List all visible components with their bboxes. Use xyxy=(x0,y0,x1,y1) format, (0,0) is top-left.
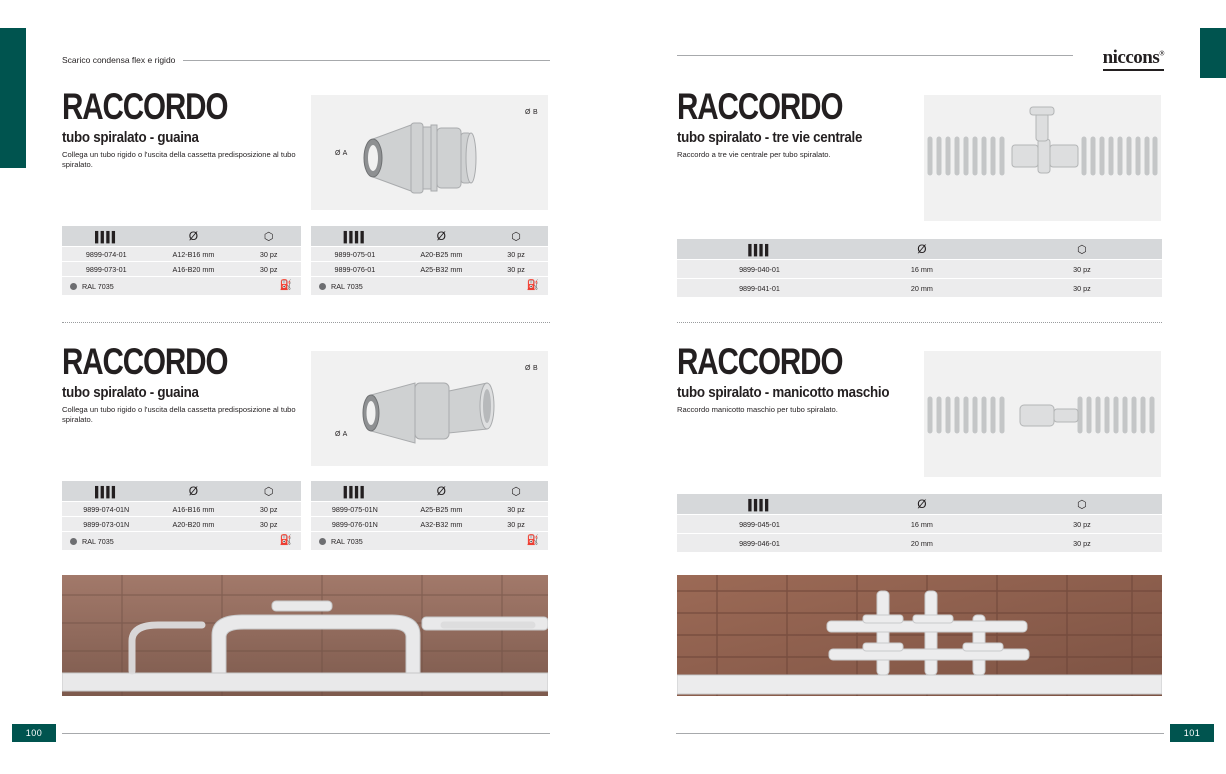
cell-diameter: A20-B25 mm xyxy=(399,247,484,262)
spec-table xyxy=(311,226,548,296)
spec-table xyxy=(62,481,301,551)
column-header-diameter xyxy=(842,239,1002,260)
table-row xyxy=(62,502,301,517)
product-subtitle: tubo spiralato - guaina xyxy=(62,130,199,146)
cell-diameter: A25-B32 mm xyxy=(399,262,484,277)
header-rule xyxy=(183,60,550,61)
box-icon: ⬡ xyxy=(1077,499,1087,511)
product-description: Raccordo a tre vie centrale per tubo spiralato. xyxy=(677,150,831,159)
diameter-icon: Ø xyxy=(188,484,199,498)
spec-table xyxy=(677,239,1162,298)
product-subtitle: tubo spiralato - manicotto maschio xyxy=(677,385,890,401)
product-1-image xyxy=(311,95,548,210)
product-1-table-2 xyxy=(311,226,548,296)
page-title: RACCORDO xyxy=(677,86,843,127)
table-header-row xyxy=(677,239,1162,260)
section-header-right xyxy=(677,55,1073,56)
footer-rule-left xyxy=(62,733,550,734)
cell-code: 9899-074-01N xyxy=(62,502,150,517)
cell-code: 9899-074-01 xyxy=(62,247,150,262)
diameter-icon: Ø xyxy=(436,229,447,243)
cell-pack: 30 pz xyxy=(1002,260,1162,279)
cell-diameter: A25-B25 mm xyxy=(399,502,484,517)
box-icon: ⬡ xyxy=(263,486,274,498)
cell-diameter: A20-B20 mm xyxy=(150,517,236,532)
product-description: Collega un tubo rigido o l'uscita della cassetta predisposizione al tubo spiralato. xyxy=(62,405,296,425)
column-header-diameter xyxy=(150,481,236,502)
barcode-icon: ▌▌▌▌ xyxy=(748,500,771,512)
table-row-ral xyxy=(62,532,301,551)
column-header-diameter xyxy=(842,494,1002,515)
column-header-pack xyxy=(236,226,301,247)
cell-pack: 30 pz xyxy=(484,502,548,517)
column-header-pack xyxy=(1002,494,1162,515)
fitting-illustration xyxy=(311,351,548,466)
cell-code: 9899-075-01 xyxy=(311,247,399,262)
ral-label: RAL 7035 xyxy=(82,281,114,291)
table-row-ral xyxy=(62,277,301,296)
cell-code: 9899-041-01 xyxy=(677,279,842,298)
table-row xyxy=(311,517,548,532)
product-3-image xyxy=(924,95,1161,221)
barcode-icon: ▌▌▌▌ xyxy=(95,232,118,244)
page-number-left: 100 xyxy=(12,724,56,742)
section-divider xyxy=(677,322,1162,323)
spec-table xyxy=(62,226,301,296)
cell-diameter: 16 mm xyxy=(842,515,1002,534)
box-icon: ⬡ xyxy=(1077,244,1087,256)
brand-logo xyxy=(1103,48,1164,71)
product-2-table-1 xyxy=(62,481,301,551)
footer-rule-right xyxy=(676,733,1164,734)
label-diameter-a: Ø A xyxy=(335,150,348,157)
column-header-pack xyxy=(484,226,548,247)
cell-ral xyxy=(62,532,301,551)
spray-can-icon: ⛽ xyxy=(279,280,292,291)
cell-pack: 30 pz xyxy=(236,517,301,532)
column-header-pack xyxy=(236,481,301,502)
cell-diameter: 16 mm xyxy=(842,260,1002,279)
ral-label: RAL 7035 xyxy=(331,536,363,546)
table-row xyxy=(311,502,548,517)
application-photo-right xyxy=(677,575,1162,696)
label-diameter-b: Ø B xyxy=(525,109,538,116)
barcode-icon: ▌▌▌▌ xyxy=(343,232,367,244)
ral-label: RAL 7035 xyxy=(82,536,114,546)
spec-table xyxy=(677,494,1162,553)
spray-can-icon: ⛽ xyxy=(526,280,539,291)
product-description: Raccordo manicotto maschio per tubo spiralato. xyxy=(677,405,838,414)
spec-table xyxy=(311,481,548,551)
cell-code: 9899-076-01 xyxy=(311,262,399,277)
cell-pack: 30 pz xyxy=(236,262,301,277)
column-header-code xyxy=(677,239,842,260)
header-rule xyxy=(677,55,1073,56)
cell-diameter: A32-B32 mm xyxy=(399,517,484,532)
product-3-table xyxy=(677,239,1162,298)
cell-pack: 30 pz xyxy=(484,262,548,277)
table-row xyxy=(677,515,1162,534)
column-header-code xyxy=(62,226,150,247)
cell-code: 9899-040-01 xyxy=(677,260,842,279)
cell-pack: 30 pz xyxy=(1002,279,1162,298)
product-2-image xyxy=(311,351,548,466)
diameter-icon: Ø xyxy=(917,497,927,511)
installation-photo xyxy=(677,575,1162,696)
barcode-icon: ▌▌▌▌ xyxy=(748,245,771,257)
table-row xyxy=(62,517,301,532)
table-row xyxy=(311,247,548,262)
male-sleeve-fitting-illustration xyxy=(924,351,1161,477)
color-swatch-icon xyxy=(70,538,77,545)
diameter-icon: Ø xyxy=(188,229,199,243)
page-number-right: 101 xyxy=(1170,724,1214,742)
page-title: RACCORDO xyxy=(62,341,228,382)
table-header-row xyxy=(311,481,548,502)
color-swatch-icon xyxy=(70,283,77,290)
cell-code: 9899-076-01N xyxy=(311,517,399,532)
spray-can-icon: ⛽ xyxy=(526,535,539,546)
table-header-row xyxy=(311,226,548,247)
table-row xyxy=(677,534,1162,553)
application-photo-left xyxy=(62,575,548,696)
installation-photo xyxy=(62,575,548,696)
table-row xyxy=(677,279,1162,298)
cell-pack: 30 pz xyxy=(236,247,301,262)
label-diameter-b: Ø B xyxy=(525,365,538,372)
section-header-left xyxy=(62,55,550,65)
product-4-image xyxy=(924,351,1161,477)
cell-code: 9899-045-01 xyxy=(677,515,842,534)
color-swatch-icon xyxy=(319,538,326,545)
cell-ral xyxy=(62,277,301,296)
page-right xyxy=(613,0,1226,774)
cell-code: 9899-046-01 xyxy=(677,534,842,553)
table-header-row xyxy=(677,494,1162,515)
table-row-ral xyxy=(311,532,548,551)
box-icon: ⬡ xyxy=(263,231,274,243)
brand-name: niccons xyxy=(1102,47,1160,68)
cell-code: 9899-075-01N xyxy=(311,502,399,517)
column-header-code xyxy=(62,481,150,502)
column-header-diameter xyxy=(399,226,484,247)
table-header-row xyxy=(62,226,301,247)
cell-pack: 30 pz xyxy=(236,502,301,517)
section-title: Scarico condensa flex e rigido xyxy=(62,55,176,65)
barcode-icon: ▌▌▌▌ xyxy=(95,487,118,499)
cell-pack: 30 pz xyxy=(484,247,548,262)
cell-diameter: A16-B16 mm xyxy=(150,502,236,517)
cell-diameter: A12-B16 mm xyxy=(150,247,236,262)
ral-label: RAL 7035 xyxy=(331,281,363,291)
column-header-diameter xyxy=(399,481,484,502)
cell-diameter: 20 mm xyxy=(842,534,1002,553)
cell-diameter: A16-B20 mm xyxy=(150,262,236,277)
diameter-icon: Ø xyxy=(436,484,447,498)
table-row xyxy=(62,262,301,277)
box-icon: ⬡ xyxy=(511,486,521,498)
table-row xyxy=(62,247,301,262)
registered-mark: ® xyxy=(1159,49,1164,58)
product-subtitle: tubo spiralato - guaina xyxy=(62,385,199,401)
spray-can-icon: ⛽ xyxy=(279,535,292,546)
column-header-code xyxy=(677,494,842,515)
cell-diameter: 20 mm xyxy=(842,279,1002,298)
diameter-icon: Ø xyxy=(917,242,927,256)
cell-ral xyxy=(311,532,548,551)
table-row xyxy=(311,262,548,277)
column-header-pack xyxy=(484,481,548,502)
cell-pack: 30 pz xyxy=(1002,534,1162,553)
product-4-table xyxy=(677,494,1162,553)
cell-pack: 30 pz xyxy=(484,517,548,532)
product-description: Collega un tubo rigido o l'uscita della cassetta predisposizione al tubo spiralato. xyxy=(62,150,296,170)
cell-code: 9899-073-01 xyxy=(62,262,150,277)
product-2-table-2 xyxy=(311,481,548,551)
table-row-ral xyxy=(311,277,548,296)
color-swatch-icon xyxy=(319,283,326,290)
cell-ral xyxy=(311,277,548,296)
page-title: RACCORDO xyxy=(677,341,843,382)
page-title: RACCORDO xyxy=(62,86,228,127)
cell-code: 9899-073-01N xyxy=(62,517,150,532)
box-icon: ⬡ xyxy=(511,231,521,243)
barcode-icon: ▌▌▌▌ xyxy=(343,487,367,499)
label-diameter-a: Ø A xyxy=(335,431,348,438)
section-divider xyxy=(62,322,550,323)
cell-pack: 30 pz xyxy=(1002,515,1162,534)
column-header-code xyxy=(311,481,399,502)
column-header-diameter xyxy=(150,226,236,247)
column-header-pack xyxy=(1002,239,1162,260)
table-row xyxy=(677,260,1162,279)
table-header-row xyxy=(62,481,301,502)
product-1-table-1 xyxy=(62,226,301,296)
logo-underline xyxy=(1103,69,1164,71)
column-header-code xyxy=(311,226,399,247)
product-subtitle: tubo spiralato - tre vie centrale xyxy=(677,130,863,146)
three-way-fitting-illustration xyxy=(924,95,1161,221)
